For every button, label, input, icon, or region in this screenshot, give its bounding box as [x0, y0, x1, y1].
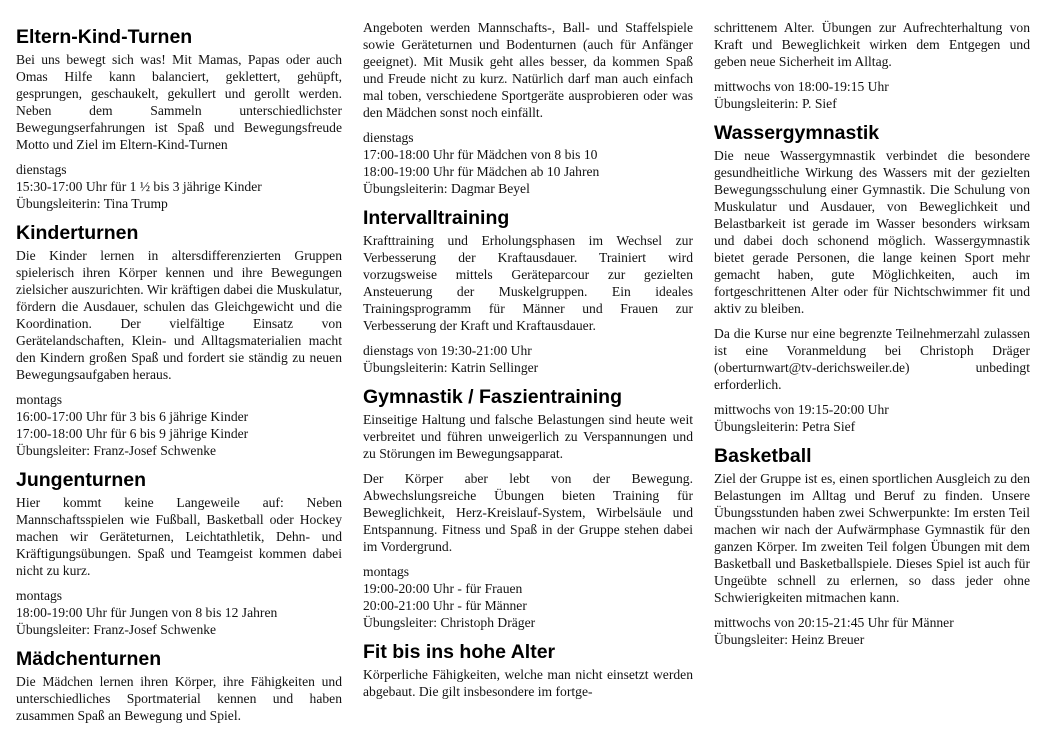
schedule-leader: Übungsleiterin: Dagmar Beyel	[363, 181, 530, 196]
schedule-time: mittwochs von 20:15-21:45 Uhr für Männer	[714, 615, 954, 630]
schedule	[16, 391, 342, 459]
section-kinderturnen	[16, 222, 342, 459]
schedule-time: dienstags von 19:30-21:00 Uhr	[363, 343, 532, 358]
section-description: Die Kinder lernen in altersdifferenzierten Gruppen spielerisch ihren Körper kennen und ihre Bewegungen zielsicher auszurichten. Wir kräftigen dabei die Muskulatur, fördern die Ausdauer, schulen das Gleichgewicht und die Koordination. Der vielfältige Einsatz von Gerätelandschaften, Klein- und Alltagsmaterialien macht den Kindern großen Spaß und fordert sie ständig zu neuen Bewegungsaufgaben heraus.	[16, 248, 342, 382]
section-description: Krafttraining und Erholungsphasen im Wechsel zur Verbesserung der Kraftausdauer. Trainiert wird vorzugsweise mittels Geräteparcour zur gezielten Ansteuerung der Muskelgruppen. Ein ideales Trainingsprogramm für Männer und Frauen zur Verbesserung der Kraft und Kraftausdauer.	[363, 233, 693, 333]
schedule-time: 19:00-20:00 Uhr - für Frauen	[363, 581, 523, 596]
schedule-day: montags	[363, 564, 410, 579]
schedule-leader: Übungsleiterin: P. Sief	[714, 96, 837, 111]
schedule-time: 20:00-21:00 Uhr - für Männer	[363, 598, 527, 613]
section-description: schrittenem Alter. Übungen zur Aufrechterhaltung von Kraft und Beweglichkeit wirken dem Entgegen und geben neue Sicherheit im Alltag.	[714, 20, 1030, 69]
section-maedchenturnen	[16, 648, 342, 724]
schedule-time: 17:00-18:00 Uhr für 6 bis 9 jährige Kinder	[16, 426, 249, 441]
schedule	[714, 614, 1030, 648]
section-basketball	[714, 445, 1030, 648]
section-eltern-kind-turnen	[16, 26, 342, 212]
section-description: Bei uns bewegt sich was! Mit Mamas, Papas oder auch Omas Hilfe kann balanciert, geklettert, gehüpft, gesprungen, geschaukelt, gekullert und gerollt werden. Neben dem Sammeln unterschiedlichster Bewegungserfahrungen ist Spaß und Bewegungsfreude Motto und Ziel im Eltern-Kind-Turnen	[16, 52, 342, 152]
section-description: Die Mädchen lernen ihren Körper, ihre Fähigkeiten und unterschiedliches Sportmaterial kennen und haben zusammen Spaß an Bewegung und Spiel.	[16, 674, 342, 723]
section-description: Ziel der Gruppe ist es, einen sportlichen Ausgleich zu den Belastungen im Alltag und Beruf zu finden. Unsere Übungsstunden haben zwei Schwerpunkte: Im ersten Teil machen wir nach der Aufwärmphase Gymnastik für den ganzen Körper. Im zweiten Teil folgen Übungen mit dem Basketball und Basketballspiele. Dieses Spiel ist auch für Ungeübte schnell zu erlernen, so dass jeder ohne Schwierigkeiten mitmachen kann.	[714, 471, 1030, 605]
schedule-time: 17:00-18:00 Uhr für Mädchen von 8 bis 10	[363, 147, 598, 162]
schedule-leader: Übungsleiterin: Katrin Sellinger	[363, 360, 539, 375]
schedule-time: 18:00-19:00 Uhr für Jungen von 8 bis 12 Jahren	[16, 605, 278, 620]
column-middle	[363, 0, 693, 744]
section-title: Gymnastik / Faszientraining	[363, 386, 622, 408]
section-jungenturnen	[16, 469, 342, 638]
schedule	[16, 587, 342, 638]
section-title: Basketball	[714, 445, 812, 467]
section-fit-continued	[714, 19, 1030, 112]
schedule-day: dienstags	[16, 162, 67, 177]
schedule-leader: Übungsleiter: Franz-Josef Schwenke	[16, 622, 217, 637]
section-title: Eltern-Kind-Turnen	[16, 26, 193, 48]
schedule-day: montags	[16, 392, 63, 407]
schedule	[363, 342, 693, 376]
section-description: Die neue Wassergymnastik verbindet die besondere gesundheitliche Wirkung des Wassers mit der gezielten Bewegungsschulung einer Gymnastik. Die Schulung von Muskulatur und Ausdauer, von Beweglichkeit und Belastbarkeit ist gerade im Wasser besonders wirksam und dabei doch schonend möglich. Wassergymnastik bietet gerade Personen, die lange keinen Sport mehr gemacht haben, gute Möglichkeiten, auch im fortgeschrittenen Alter oder für Nichtschwimmer fit und aktiv zu bleiben.	[714, 148, 1030, 316]
schedule-day: montags	[16, 588, 63, 603]
schedule	[16, 161, 342, 212]
section-description: Angeboten werden Mannschafts-, Ball- und Staffelspiele sowie Geräteturnen und Bodenturnen (auch für Anfänger geeignet). Mit Musik geht alles besser, da kommen Spaß und Freude nicht zu kurz. Natürlich darf man auch einfach mal toben, verschiedene Sportgeräte ausprobieren oder was den Mädchen sonst noch einfällt.	[363, 20, 693, 120]
section-description: Da die Kurse nur eine begrenzte Teilnehmerzahl zulassen ist eine Voranmeldung bei Christoph Dräger (oberturnwart@tv-derichsweiler.de) unbedingt erforderlich.	[714, 326, 1030, 392]
section-title: Mädchenturnen	[16, 648, 162, 670]
schedule-leader: Übungsleiterin: Tina Trump	[16, 196, 168, 211]
section-fit-bis-ins-hohe-alter	[363, 641, 693, 700]
section-wassergymnastik	[714, 122, 1030, 435]
schedule	[714, 401, 1030, 435]
section-description: Körperliche Fähigkeiten, welche man nicht einsetzt werden abgebaut. Die gilt insbesondere im fortge-	[363, 667, 693, 699]
section-gymnastik-faszientraining	[363, 386, 693, 631]
schedule-time: mittwochs von 19:15-20:00 Uhr	[714, 402, 889, 417]
section-title: Kinderturnen	[16, 222, 139, 244]
schedule-leader: Übungsleiterin: Petra Sief	[714, 419, 856, 434]
section-description: Einseitige Haltung und falsche Belastungen sind heute weit verbreitet und führen unweigerlich zu Verspannungen und zu Störungen im Bewegungsapparat.	[363, 412, 693, 461]
schedule-time: mittwochs von 18:00-19:15 Uhr	[714, 79, 889, 94]
schedule	[714, 78, 1030, 112]
schedule-time: 15:30-17:00 Uhr für 1 ½ bis 3 jährige Kinder	[16, 179, 262, 194]
schedule	[363, 129, 693, 197]
section-title: Intervalltraining	[363, 207, 510, 229]
column-left	[16, 0, 342, 744]
column-right	[714, 0, 1030, 744]
section-maedchenturnen-continued	[363, 19, 693, 197]
schedule-time: 18:00-19:00 Uhr für Mädchen ab 10 Jahren	[363, 164, 600, 179]
schedule	[363, 563, 693, 631]
section-title: Wassergymnastik	[714, 122, 880, 144]
section-description: Hier kommt keine Langeweile auf: Neben Mannschaftsspielen wie Fußball, Basketball oder Hockey machen wir Geräteturnen, Leichtathletik, Dehn- und Kräftigungsübungen. Spaß und Teamgeist kommen dabei nicht zu kurz.	[16, 495, 342, 578]
schedule-leader: Übungsleiter: Franz-Josef Schwenke	[16, 443, 217, 458]
section-title: Jungenturnen	[16, 469, 146, 491]
schedule-leader: Übungsleiter: Christoph Dräger	[363, 615, 536, 630]
section-description: Der Körper aber lebt von der Bewegung. Abwechslungsreiche Übungen bieten Training für Beweglichkeit, Herz-Kreislauf-System, Wirbelsäule und Entspannung. Fitness und Spaß in der Gruppe stehen dabei im Vordergrund.	[363, 471, 693, 554]
schedule-leader: Übungsleiter: Heinz Breuer	[714, 632, 865, 647]
schedule-day: dienstags	[363, 130, 414, 145]
section-title: Fit bis ins hohe Alter	[363, 641, 556, 663]
section-intervalltraining	[363, 207, 693, 376]
schedule-time: 16:00-17:00 Uhr für 3 bis 6 jährige Kinder	[16, 409, 249, 424]
